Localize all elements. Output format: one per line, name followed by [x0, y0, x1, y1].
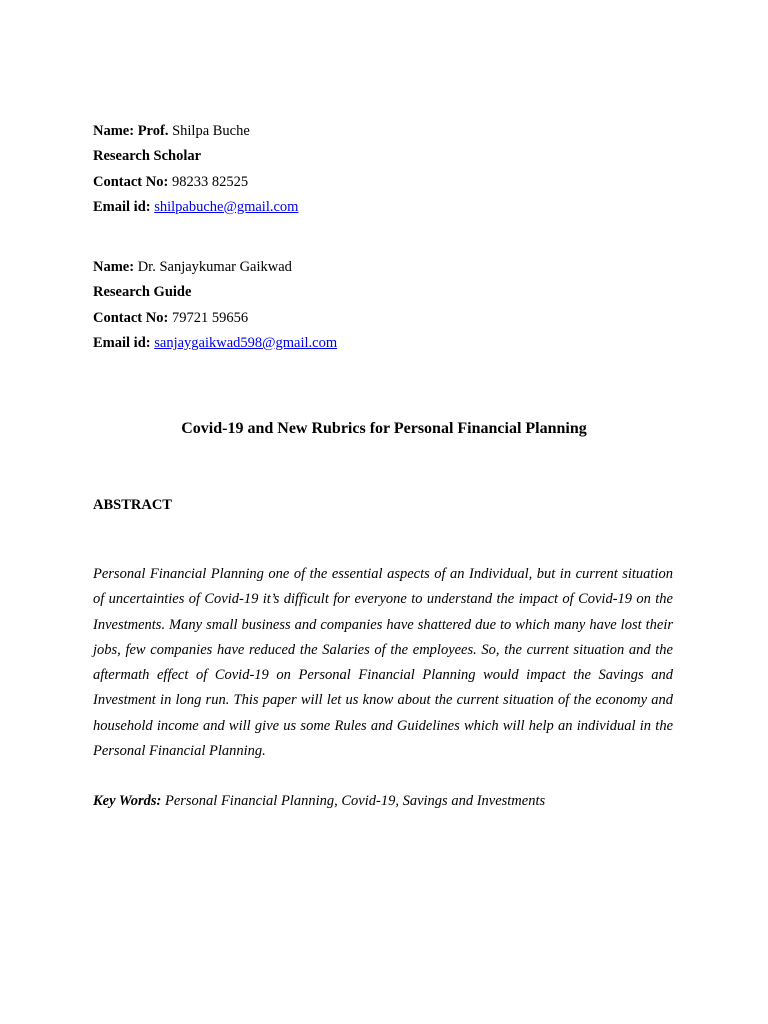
author-contact-line	[93, 170, 673, 195]
author-name-line	[93, 119, 673, 144]
email-link[interactable]: shilpabuche@gmail.com	[154, 198, 299, 215]
keywords-label: Key Words:	[93, 793, 162, 809]
abstract-body: Personal Financial Planning one of the essential aspects of an Individual, but in current situation of uncertainties of Covid-19 it’s difficult for everyone to understand the impact of Covid-19 on the Investments. Many small business and companies have shattered due to which many have lost their jobs, few companies have reduced the Salaries of the employees. So, the current situation and the aftermath effect of Covid-19 on Personal Financial Planning would impact the Savings and Investment in long run. This paper will let us know about the current situation of the economy and household income and will give us some Rules and Guidelines which will help an individual in the Personal Financial Planning.	[93, 566, 673, 760]
keywords-value: Personal Financial Planning, Covid-19, Savings and Investments	[161, 793, 546, 809]
author-contact-line	[93, 306, 673, 331]
email-label: Email id:	[93, 334, 151, 351]
author-contact-block-scholar	[93, 119, 673, 220]
email-label: Email id:	[93, 198, 151, 215]
author-name: Shilpa Buche	[168, 123, 250, 139]
author-name-line	[93, 255, 673, 280]
name-label: Name:	[93, 123, 135, 139]
contact-label: Contact No:	[93, 173, 169, 190]
email-link[interactable]: sanjaygaikwad598@gmail.com	[154, 334, 338, 351]
author-role: Research Guide	[93, 284, 192, 301]
author-email-line	[93, 331, 673, 356]
contact-number: 98233 82525	[168, 173, 249, 190]
author-role: Research Scholar	[93, 148, 202, 165]
contact-number: 79721 59656	[168, 309, 249, 326]
name-prefix: Prof.	[134, 123, 169, 139]
author-contact-block-guide	[93, 255, 673, 356]
name-label: Name:	[93, 259, 135, 275]
keywords-line	[93, 789, 673, 813]
author-email-line	[93, 195, 673, 220]
paper-title: Covid-19 and New Rubrics for Personal Financial Planning	[181, 420, 587, 437]
author-name: Dr. Sanjaykumar Gaikwad	[134, 259, 292, 275]
abstract-heading: ABSTRACT	[93, 497, 172, 513]
contact-label: Contact No:	[93, 309, 169, 326]
